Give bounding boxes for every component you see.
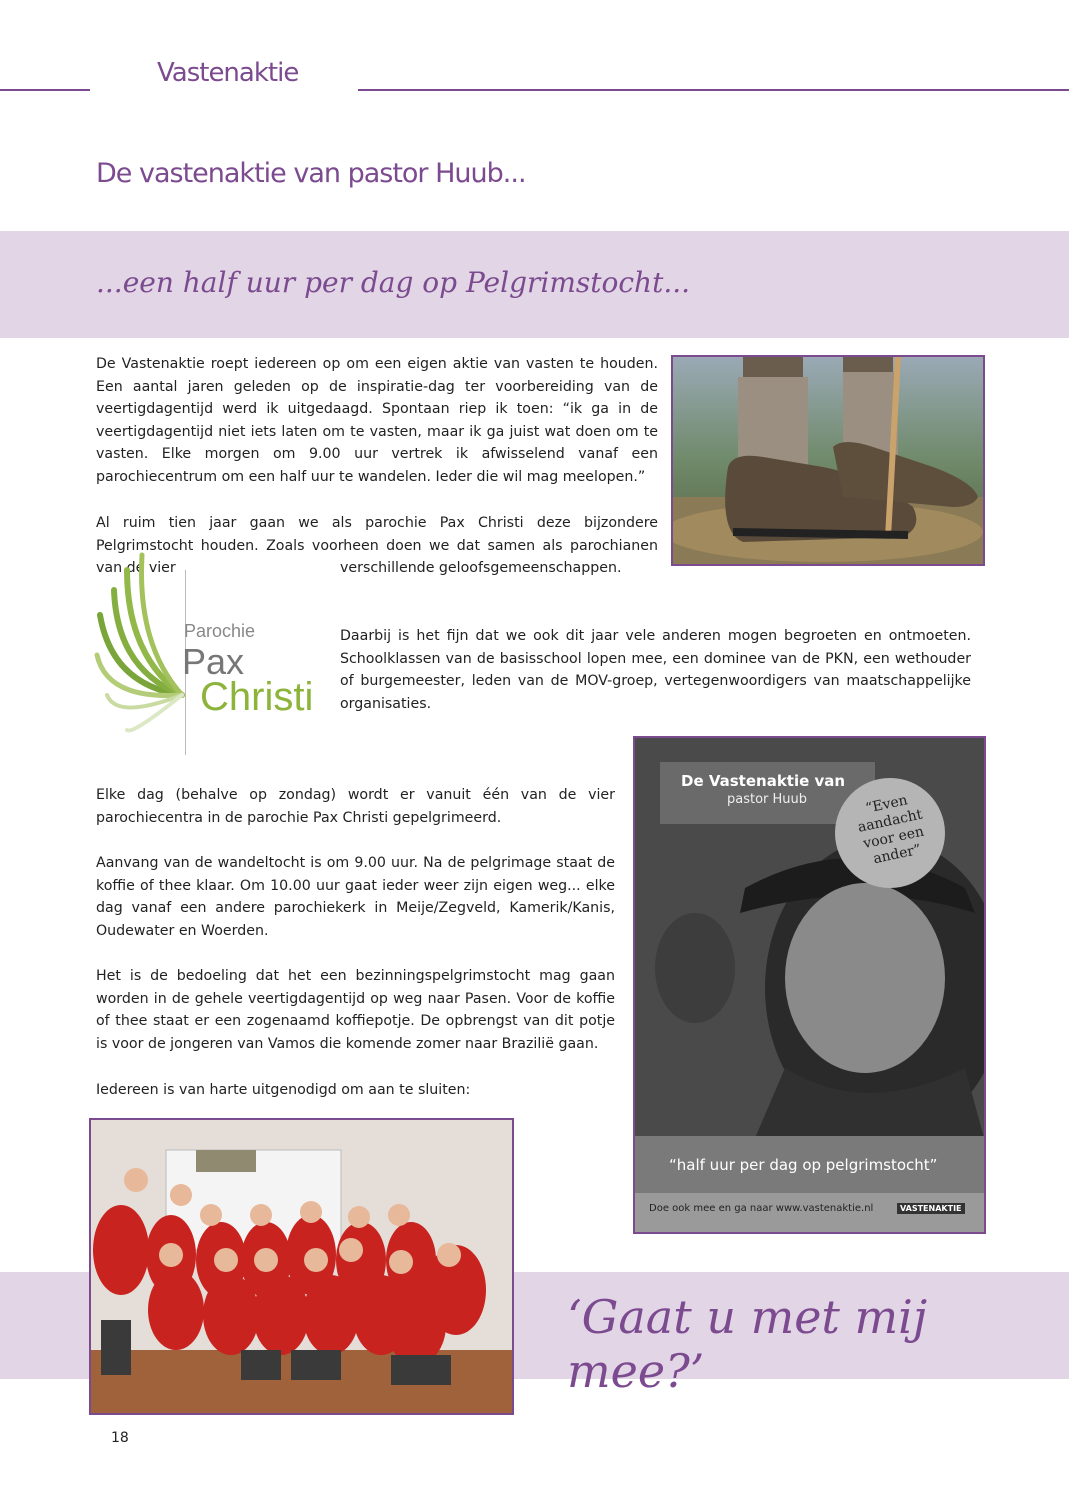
article-title: De vastenaktie van pastor Huub... bbox=[96, 158, 526, 189]
vastenaktie-poster bbox=[633, 736, 986, 1234]
poster-subtitle: pastor Huub bbox=[727, 792, 808, 807]
poster-badge: “Even aandacht voor een ander” bbox=[856, 792, 926, 868]
paragraph-daily: Elke dag (behalve op zondag) wordt er vanuit één van de vier parochiecentra in de parochie Pax Christi gepelgrimeerd. bbox=[96, 787, 615, 826]
paragraph-schedule: Aanvang van de wandeltocht is om 9.00 uur. Na de pelgrimage staat de koffie of thee klaar. Om 10.00 uur gaat ieder weer zijn eigen weg... elke dag vanaf een andere parochiekerk in Meije/Zegveld, Kamerik/Kanis, Oudewater en Woerden. bbox=[96, 855, 615, 939]
wing-icon bbox=[92, 545, 192, 745]
paragraph-intro: De Vastenaktie roept iedereen op om een eigen aktie van vasten te houden. Een aantal jaren geleden op de inspiratie-dag ter voorbereiding van de veertigdagentijd werd ik uitgedaagd. Spontaan riep ik toen: “ik ga in de veertigdagentijd niet iets laten om te vasten, maar ik ga juist wat doen om te vasten. Elke morgen om 9.00 uur vertrek ik afwisselend vanaf een parochiecentrum om een half uur te wandelen. Ieder die wil mag meelopen.” bbox=[96, 356, 658, 485]
poster-slogan: “half uur per dag op pelgrimstocht” bbox=[669, 1156, 938, 1174]
article-subtitle: ...een half uur per dag op Pelgrimstocht... bbox=[96, 266, 691, 299]
pax-christi-logo bbox=[92, 545, 332, 760]
logo-parochie: Parochie bbox=[184, 621, 256, 641]
header-rule-right bbox=[358, 89, 1069, 91]
paragraph-purpose: Het is de bedoeling dat het een bezinningspelgrimstocht mag gaan worden in de gehele veertigdagentijd op weg naar Pasen. Voor de koffie of thee staat er een zogenaamd koffiepotje. De opbrengst van dit potje is voor de jongeren van Vamos die komende zomer naar Brazilië gaan. bbox=[96, 968, 615, 1052]
poster-brand: VASTENAKTIE bbox=[897, 1203, 965, 1214]
logo-pax: Pax bbox=[182, 641, 245, 682]
hiking-boots-photo bbox=[671, 355, 985, 566]
paragraph-invitation: Iedereen is van harte uitgenodigd om aan te sluiten: bbox=[96, 1082, 471, 1098]
paragraph-history: Al ruim tien jaar gaan we als parochie Pax Christi deze bijzondere Pelgrimstocht houden. Zoals voorheen doen we dat samen als parochianen van de vier bbox=[96, 515, 658, 577]
paragraph-participants: Daarbij is het fijn dat we ook dit jaar vele anderen mogen begroeten en ontmoeten. Schoolklassen van de basisschool lopen mee, een dominee van de PKN, een wethouder of burgemeester, leden van de MOV-groep, vertegenwoordigers van maatschappelijke organisaties. bbox=[340, 628, 971, 712]
poster-footer: Doe ook mee en ga naar www.vastenaktie.nl bbox=[649, 1203, 874, 1214]
header-rule-left bbox=[0, 89, 90, 91]
paragraph-history-continued: verschillende geloofsgemeenschappen. bbox=[340, 560, 622, 576]
closing-quote: ‘Gaat u met mij mee?’ bbox=[567, 1290, 928, 1398]
page-number: 18 bbox=[111, 1430, 129, 1446]
group-photo bbox=[89, 1118, 514, 1415]
section-label: Vastenaktie bbox=[157, 58, 299, 88]
poster-title: De Vastenaktie van bbox=[681, 772, 846, 790]
logo-christi: Christi bbox=[200, 675, 314, 719]
